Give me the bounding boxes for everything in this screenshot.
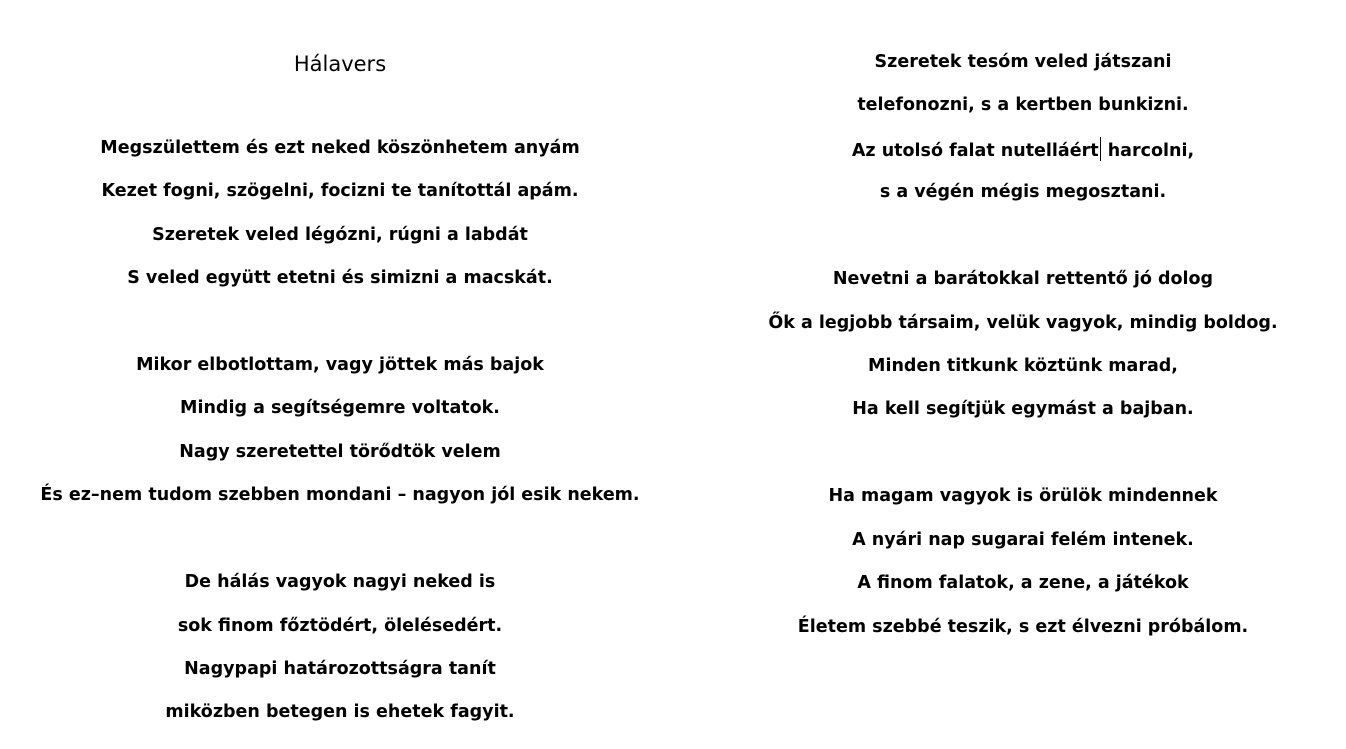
poem-line[interactable]: miközben betegen is ehetek fagyit. [165, 702, 515, 722]
poem-line[interactable]: Szeretek veled légózni, rúgni a labdát [152, 225, 528, 245]
poem-line[interactable]: s a végén mégis megosztani. [879, 182, 1167, 202]
poem-line[interactable]: És ez–nem tudom szebben mondani – nagyon jól esik nekem. [40, 485, 640, 505]
poem-line-with-caret[interactable] [700, 137, 1346, 163]
poem-title: Hálavers [293, 52, 387, 76]
text-cursor [1100, 137, 1101, 161]
caret-line-after: harcolni, [1101, 141, 1195, 161]
poem-line[interactable]: Ha magam vagyok is örülök mindennek [828, 486, 1218, 506]
poem-line[interactable]: Minden titkunk köztünk marad, [868, 356, 1178, 376]
poem-line[interactable]: Mindig a segítségemre voltatok. [180, 398, 500, 418]
poem-line[interactable]: Ők a legjobb társaim, velük vagyok, mindig boldog. [768, 313, 1278, 333]
poem-line[interactable]: Szeretek tesóm veled játszani [874, 52, 1172, 72]
poem-line[interactable]: Megszülettem és ezt neked köszönhetem anyám [100, 138, 580, 158]
poem-line[interactable]: Ha kell segítjük egymást a bajban. [852, 399, 1194, 419]
poem-line[interactable]: Kezet fogni, szögelni, focizni te tanítottál apám. [101, 181, 579, 201]
poem-line[interactable]: A finom falatok, a zene, a játékok [857, 573, 1189, 593]
poem-line[interactable]: De hálás vagyok nagyi neked is [184, 572, 496, 592]
poem-line[interactable]: A nyári nap sugarai felém intenek. [852, 530, 1194, 550]
poem-line[interactable]: Nagy szeretettel törődtök velem [179, 442, 501, 462]
poem-line[interactable]: Nevetni a barátokkal rettentő jó dolog [832, 269, 1214, 289]
caret-line-before: Az utolsó falat nutelláért [851, 141, 1099, 161]
poem-line[interactable]: Életem szebbé teszik, s ezt élvezni próbálom. [797, 617, 1249, 637]
poem-line[interactable]: S veled együtt etetni és simizni a macskát. [127, 268, 553, 288]
poem-line[interactable]: Mikor elbotlottam, vagy jöttek más bajok [136, 355, 544, 375]
poem-line[interactable]: telefonozni, s a kertben bunkizni. [857, 95, 1189, 115]
poem-line[interactable]: sok finom főztödért, ölelésedért. [177, 616, 503, 636]
poem-line[interactable]: Nagypapi határozottságra tanít [184, 659, 496, 679]
